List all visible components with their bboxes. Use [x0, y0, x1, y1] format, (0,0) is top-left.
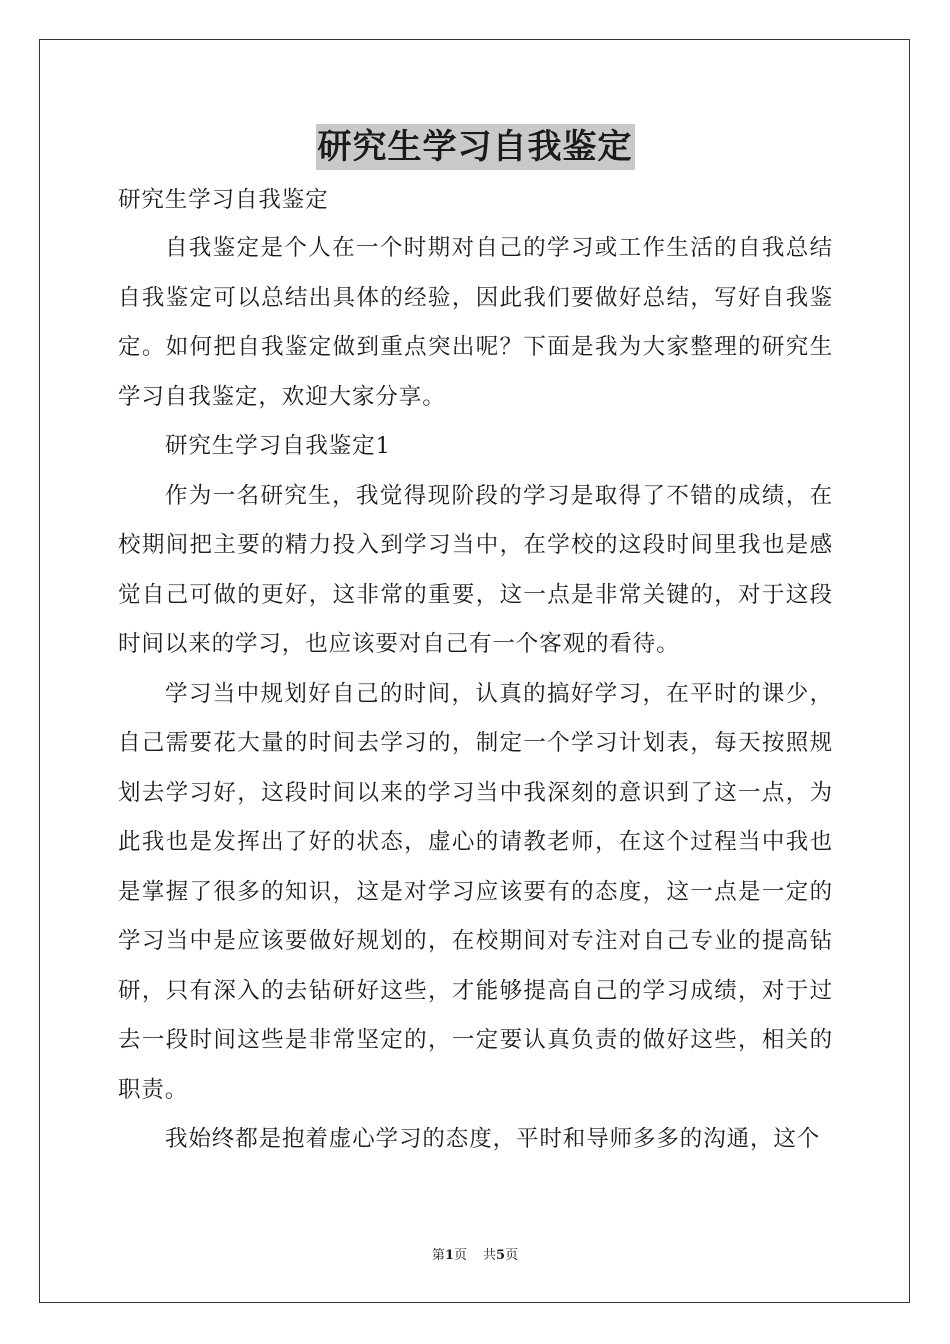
- page-prefix: 第: [431, 1248, 445, 1263]
- subtitle-paragraph: 研究生学习自我鉴定: [118, 187, 329, 213]
- document-title: 研究生学习自我鉴定: [316, 124, 635, 170]
- total-page-count: 5: [496, 1248, 506, 1263]
- title-area: [0, 124, 950, 170]
- page-suffix: 页: [453, 1248, 467, 1263]
- body-paragraph: 学习当中规划好自己的时间，认真的搞好学习，在平时的课少，自己需要花大量的时间去学习的，制定一个学习计划表，每天按照规划去学习好，这段时间以来的学习当中我深刻的意识到了这一点，为此我也是发挥出了好的状态，虚心的请教老师，在这个过程当中我也是掌握了很多的知识，这是对学习应该要有的态度，这一点是一定的学习当中是应该要做好规划的，在校期间对专注对自己专业的提高钻研，只有深入的去钻研好这些，才能够提高自己的学习成绩，对于过去一段时间这些是非常坚定的，一定要认真负责的做好这些，相关的职责。: [118, 680, 833, 1103]
- section-heading: 研究生学习自我鉴定1: [165, 433, 391, 459]
- document-body: [118, 176, 833, 1165]
- body-paragraph: 我始终都是抱着虚心学习的态度，平时和导师多多的沟通，这个: [165, 1126, 821, 1152]
- total-suffix: 页: [505, 1248, 519, 1263]
- current-page-number: 1: [444, 1248, 454, 1263]
- body-paragraph: 作为一名研究生，我觉得现阶段的学习是取得了不错的成绩，在校期间把主要的精力投入到学习当中，在学校的这段时间里我也是感觉自己可做的更好，这非常的重要，这一点是非常关键的，对于这段时间以来的学习，也应该要对自己有一个客观的看待。: [118, 482, 833, 657]
- body-paragraph: 自我鉴定是个人在一个时期对自己的学习或工作生活的自我总结自我鉴定可以总结出具体的经验，因此我们要做好总结，写好自我鉴定。如何把自我鉴定做到重点突出呢？下面是我为大家整理的研究生学习自我鉴定，欢迎大家分享。: [118, 235, 833, 410]
- page-footer: [0, 1247, 950, 1265]
- total-prefix: 共: [483, 1248, 497, 1263]
